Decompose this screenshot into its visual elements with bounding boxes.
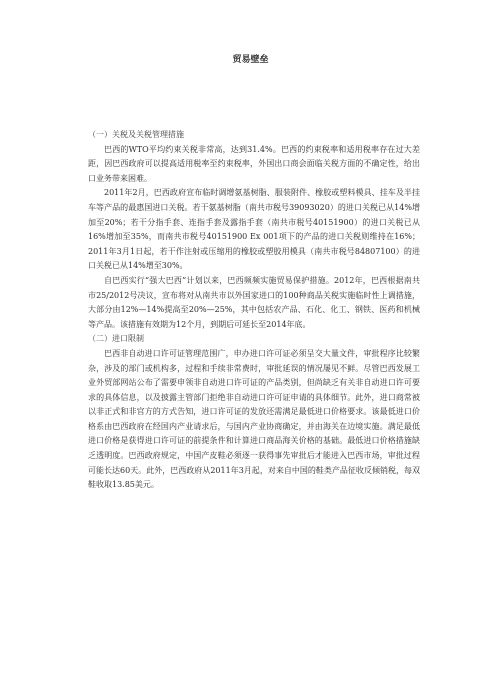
paragraph-1: 巴西的WTO平均约束关税非常高，达到31.4%。巴西的约束税率和适用税率存在过大差距，因巴西政府可以提高适用税率至约束税率，外国出口商会面临关税方面的不确定性，给出口业务带来困难。	[88, 144, 420, 183]
document-title: 贸易壁垒	[232, 55, 269, 65]
section-heading-import-restrictions: （二）进口限制	[88, 334, 144, 344]
paragraph-3: 自巴西实行“强大巴西”计划以来，巴西频频实施贸易保护措施。2012年，巴西根据南共市25/2012号决议，宣布将对从南共市以外国家进口的100种商品关税实施临时性上调措施，大部分由12%—14%提高至20%—25%，其中包括农产品、石化、化工、钢铁、医药和机械等产品。该措施有效期为12个月，到期后可延长至2014年底。	[88, 275, 420, 329]
section-heading-tariffs: （一）关税及关税管理措施	[88, 130, 184, 139]
paragraph-4: 巴西非自动进口许可证管理范围广，申办进口许可证必须呈交大量文件，审批程序比较繁杂，涉及的部门或机构多，过程和手续非常费时，审批延误的情况屡见不鲜。尽管巴西发展工业外贸部网站公布了需要申领非自动进口许可证的产品类别，但尚缺乏有关非自动进口许可要求的具体信息，以及披露主管部门拒绝非自动进口许可证申请的具体细节。此外，进口商常被以非正式和非官方的方式告知，进口许可证的发放还需满足最低进口价格要求。该最低进口价格系由巴西政府在经国内产业请求后，与国内产业协商确定，并由海关在边境实施。满足最低进口价格是获得进口许可证的前提条件和计算进口商品海关价格的基础。最低进口价格措施缺乏透明度。巴西政府规定，中国产皮鞋必须逐一获得事先审批后才能进入巴西市场，审批过程可能长达60天。此外，巴西政府从2011年3月起，对来自中国的鞋类产品征收反倾销税，每双鞋收取13.85美元。	[88, 348, 420, 490]
document-body	[88, 128, 420, 493]
paragraph-2: 2011年2月，巴西政府宣布临时调增氨基树脂、服装附件、橡胶或塑料模具、挂车及半挂车等产品的最惠国进口关税。若干氨基树脂（南共市税号39093020）的进口关税已从14%增加至20%；若干分指手套、连指手套及露指手套（南共市税号40151900）的进口关税已从16%增加至35%，而南共市税号40151900 Ex 001项下的产品的进口关税则维持在16%；2011年3月1日起，若干作注射或压缩用的橡胶或塑胶用模具（南共市税号84807100）的进口关税已从14%增至30%。	[88, 188, 420, 271]
